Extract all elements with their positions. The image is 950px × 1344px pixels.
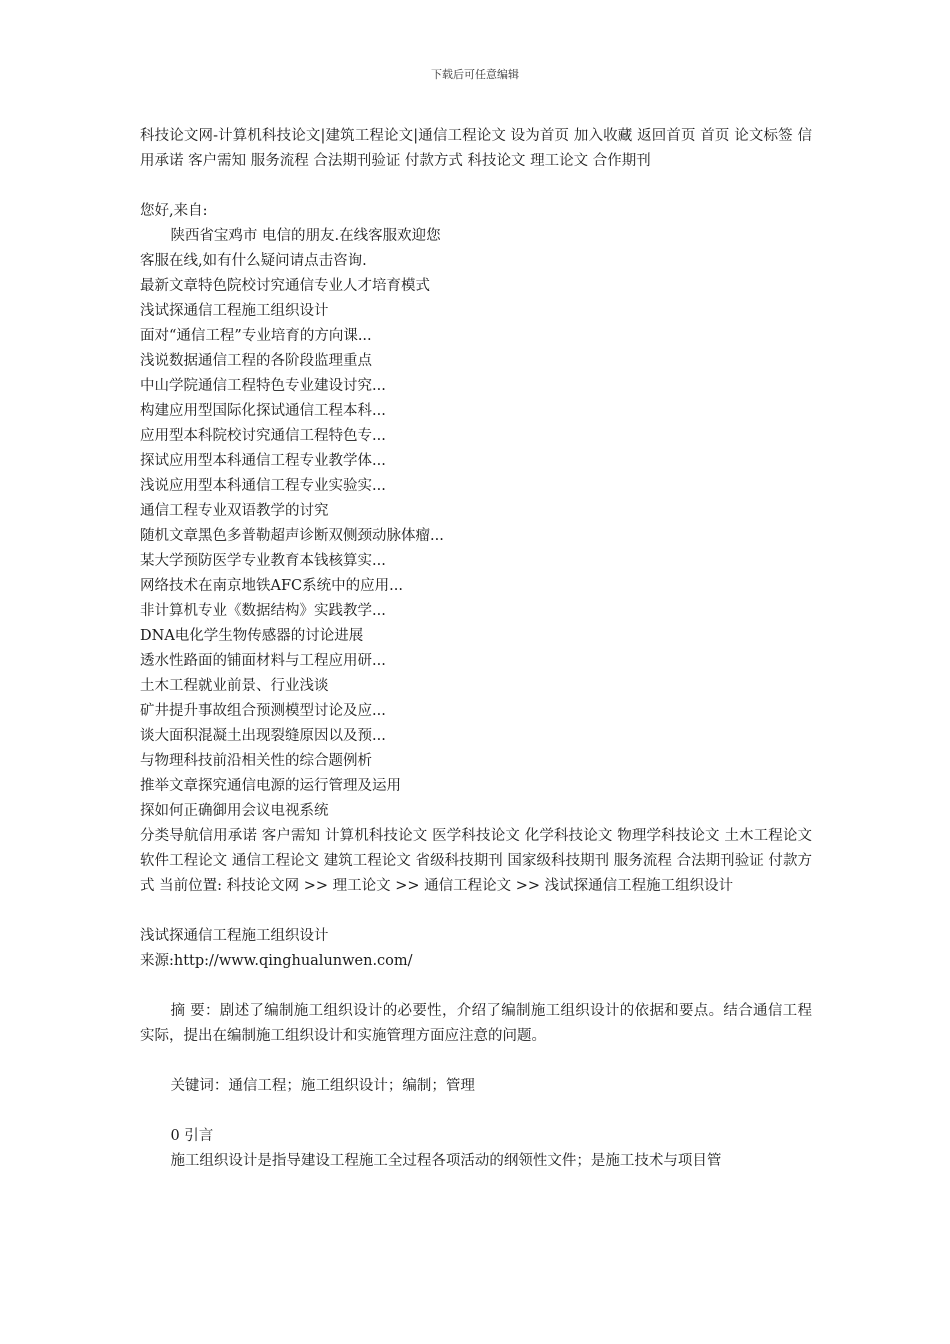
article-link[interactable]: 谈大面积混凝土出现裂缝原因以及预... <box>140 728 386 744</box>
article-link[interactable]: 非计算机专业《数据结构》实践教学... <box>140 603 386 619</box>
article-link[interactable]: 随机文章黑色多普勒超声诊断双侧颈动脉体瘤... <box>140 528 444 544</box>
spacer <box>140 174 812 199</box>
spacer <box>140 899 812 924</box>
greeting-line-3[interactable]: 客服在线,如有什么疑问请点击咨询. <box>140 253 367 269</box>
article-link[interactable]: 探如何正确御用会议电视系统 <box>140 803 329 819</box>
article-keywords: 关键词：通信工程；施工组织设计；编制；管理 <box>170 1078 475 1094</box>
article-link[interactable]: 探试应用型本科通信工程专业教学体... <box>140 453 386 469</box>
article-abstract: 摘 要：剧述了编制施工组织设计的必要性，介绍了编制施工组织设计的依据和要点。结合通信工程实际，提出在编制施工组织设计和实施管理方面应注意的问题。 <box>140 1003 812 1044</box>
intro-heading: 0 引言 <box>170 1128 214 1144</box>
article-link[interactable]: 网络技术在南京地铁AFC系统中的应用... <box>140 578 403 594</box>
article-link[interactable]: 土木工程就业前景、行业浅谈 <box>140 678 329 694</box>
article-link[interactable]: 推举文章探究通信电源的运行管理及运用 <box>140 778 401 794</box>
article-source: 来源:http://www.qinghualunwen.com/ <box>140 953 413 969</box>
article-link[interactable]: 面对“通信工程”专业培育的方向课... <box>140 328 372 344</box>
article-link[interactable]: 最新文章特色院校讨究通信专业人才培育模式 <box>140 278 430 294</box>
spacer <box>140 1049 812 1074</box>
intro-text: 施工组织设计是指导建设工程施工全过程各项活动的纲领性文件；是施工技术与项目管 <box>170 1153 722 1169</box>
category-nav[interactable]: 分类导航信用承诺 客户需知 计算机科技论文 医学科技论文 化学科技论文 物理学科技论文 土木工程论文 软件工程论文 通信工程论文 建筑工程论文 省级科技期刊 国家级科技期刊 服务流程 合法期刊验证 付款方式 当前位置: 科技论文网 >> 理工论文 >> 通信工程论文 >> 浅试探通信工程施工组织设计 <box>140 828 812 894</box>
spacer <box>140 974 812 999</box>
spacer <box>140 1099 812 1124</box>
article-link[interactable]: 应用型本科院校讨究通信工程特色专... <box>140 428 386 444</box>
article-link[interactable]: 通信工程专业双语教学的讨究 <box>140 503 329 519</box>
article-link[interactable]: 浅试探通信工程施工组织设计 <box>140 303 329 319</box>
greeting-line-1: 您好,来自: <box>140 203 208 219</box>
article-link[interactable]: 与物理科技前沿相关性的综合题例析 <box>140 753 372 769</box>
greeting-line-2: 陕西省宝鸡市 电信的朋友.在线客服欢迎您 <box>170 228 441 244</box>
article-link[interactable]: DNA电化学生物传感器的讨论进展 <box>140 628 364 644</box>
article-title: 浅试探通信工程施工组织设计 <box>140 928 329 944</box>
article-link[interactable]: 某大学预防医学专业教育本钱核算实... <box>140 553 386 569</box>
article-link[interactable]: 构建应用型国际化探试通信工程本科... <box>140 403 386 419</box>
article-link[interactable]: 浅说应用型本科通信工程专业实验实... <box>140 478 386 494</box>
article-link[interactable]: 透水性路面的铺面材料与工程应用研... <box>140 653 386 669</box>
document-body <box>140 124 812 1174</box>
article-link[interactable]: 中山学院通信工程特色专业建设讨究... <box>140 378 386 394</box>
article-list <box>140 274 812 824</box>
top-nav[interactable]: 科技论文网-计算机科技论文|建筑工程论文|通信工程论文 设为首页 加入收藏 返回首页 首页 论文标签 信用承诺 客户需知 服务流程 合法期刊验证 付款方式 科技论文 理工论文 合作期刊 <box>140 128 812 169</box>
article-link[interactable]: 浅说数据通信工程的各阶段监理重点 <box>140 353 372 369</box>
article-link[interactable]: 矿井提升事故组合预测模型讨论及应... <box>140 703 386 719</box>
header-note: 下载后可任意编辑 <box>431 68 519 81</box>
